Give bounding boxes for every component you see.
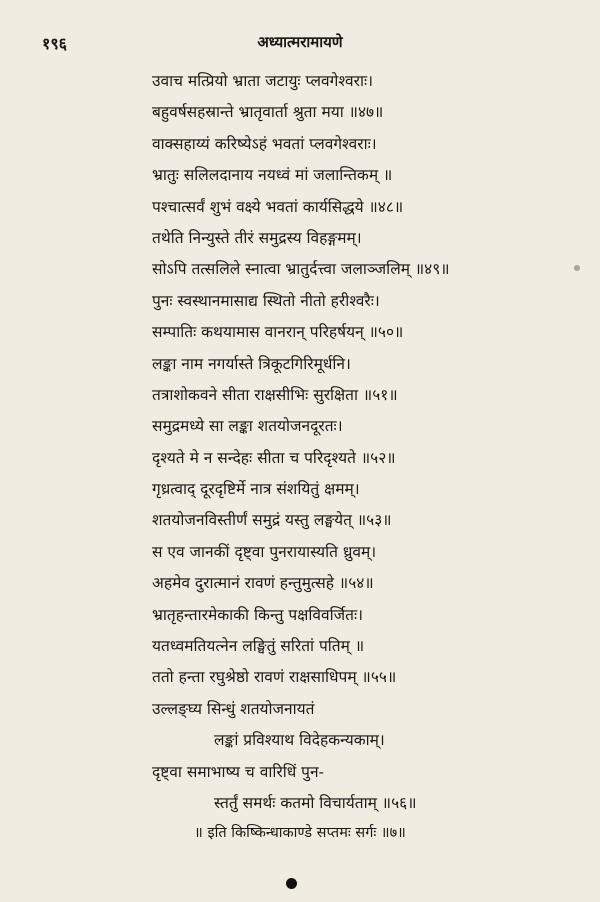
verse-line: तत्राशोकवने सीता राक्षसीभिः सुरक्षिता ॥५१॥ (152, 385, 398, 404)
verse-line: दृष्ट्वा समाभाष्य च वारिधिं पुन- (152, 762, 324, 781)
verse-line: तथेति निन्युस्ते तीरं समुद्रस्य विहङ्गमम्। (152, 228, 362, 247)
verse-line: पुनः स्वस्थानमासाद्य स्थितो नीतो हरीश्वरैः। (152, 291, 380, 310)
verse-line: दृश्यते मे न सन्देहः सीता च परिदृश्यते ॥५२॥ (152, 448, 396, 467)
page-number: १९६ (42, 34, 67, 53)
chapter-colophon: ॥ इति किष्किन्धाकाण्डे सप्तमः सर्गः ॥७॥ (194, 825, 406, 841)
page-end-dot (286, 878, 297, 889)
verse-line: यतध्वमतियत्नेन लङ्घितुं सरितां पतिम् ॥ (152, 637, 365, 656)
verse-line: सोऽपि तत्सलिले स्नात्वा भ्रातुर्दत्त्वा जलाञ्जलिम् ॥४९॥ (152, 260, 450, 279)
page-header (0, 32, 600, 54)
verse-block (152, 66, 572, 819)
verse-line: ततो हन्ता रघुश्रेष्ठो रावणं राक्षसाधिपम् ॥५५॥ (152, 668, 397, 687)
verse-line: स एव जानकीं दृष्ट्वा पुनरायास्यति ध्रुवम्। (152, 542, 377, 561)
verse-line: समुद्रमध्ये सा लङ्का शतयोजनदूरतः। (152, 417, 343, 436)
verse-line: पश्चात्सर्वं शुभं वक्ष्ये भवतां कार्यसिद्धये ॥४८॥ (152, 197, 404, 216)
running-title: अध्यात्मरामायणे (257, 33, 343, 51)
verse-line: भ्रातुः सलिलदानाय नयध्वं मां जलान्तिकम् ॥ (152, 166, 393, 185)
verse-line: बहुवर्षसहस्रान्ते भ्रातृवार्ता श्रुता मया ॥४७॥ (152, 103, 384, 122)
verse-line: उल्लङ्घ्य सिन्धुं शतयोजनायतं (152, 699, 315, 718)
verse-line: शतयोजनविस्तीर्णं समुद्रं यस्तु लङ्घयेत् ॥५३॥ (152, 511, 392, 530)
verse-line: भ्रातृहन्तारमेकाकी किन्तु पक्षविवर्जितः। (152, 605, 363, 624)
verse-line: अहमेव दुरात्मानं रावणं हन्तुमुत्सहे ॥५४॥ (152, 574, 374, 593)
verse-line: लङ्का नाम नगर्यास्ते त्रिकूटगिरिमूर्धनि। (152, 354, 351, 373)
verse-line: उवाच मत्प्रियो भ्राता जटायुः प्लवगेश्वराः। (152, 72, 373, 90)
verse-line: सम्पातिः कथयामास वानरान् परिहर्षयन् ॥५०॥ (152, 323, 404, 342)
verse-line: वाक्सहाय्यं करिष्येऽहं भवतां प्लवगेश्वराः। (152, 134, 377, 153)
verse-line: स्तर्तुं समर्थः कतमो विचार्यताम् ॥५६॥ (214, 793, 417, 812)
verse-line: गृध्रत्वाद् दूरदृष्टिर्मे नात्र संशयितुं क्षमम्। (152, 480, 360, 499)
show-through-mark (574, 265, 580, 271)
verse-line: लङ्कां प्रविश्याथ विदेहकन्यकाम्। (214, 731, 385, 750)
